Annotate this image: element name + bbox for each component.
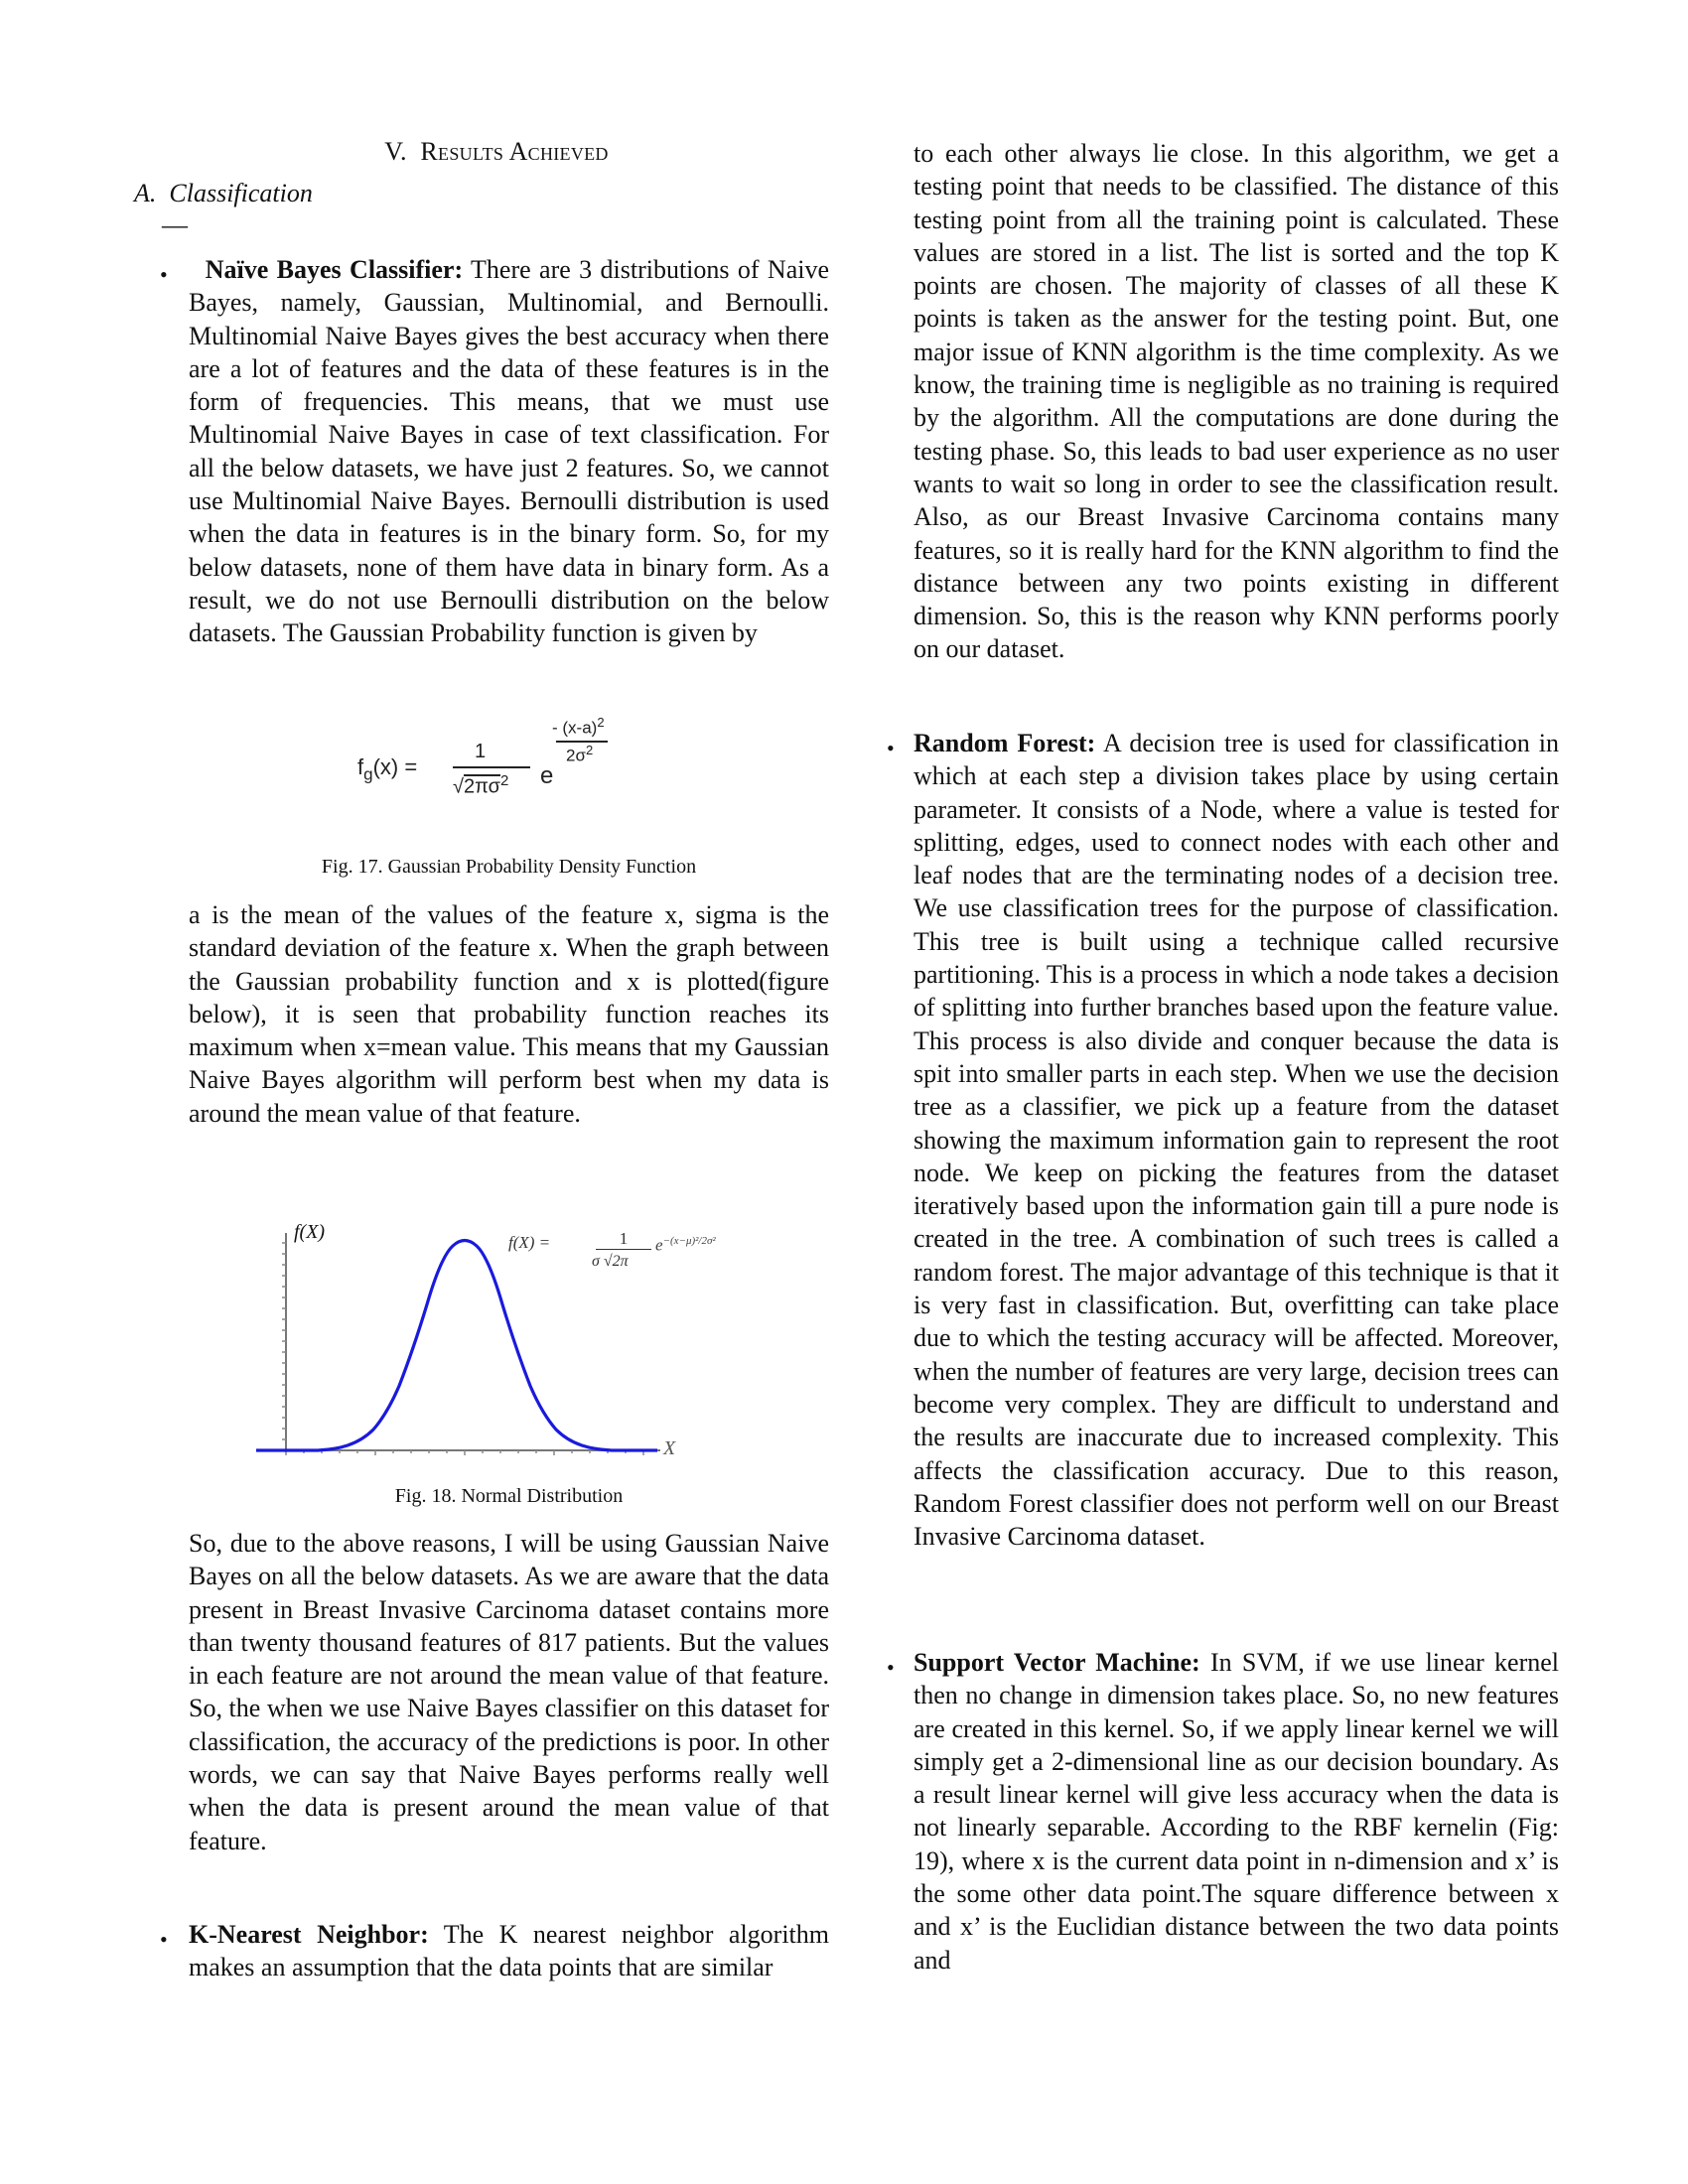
fig18-formula-lhs: f(X) = [508, 1233, 551, 1252]
eq-exp-den-pow: 2 [585, 743, 594, 757]
fig18-formula-numerator: 1 [596, 1229, 651, 1250]
gaussian-pdf-equation [357, 715, 616, 824]
eq-exp-den-text: 2σ [566, 746, 586, 765]
bullet-svm: • [887, 1655, 895, 1680]
eq-exp-denominator [566, 743, 593, 766]
fig18-normal-distribution-chart [248, 1201, 745, 1469]
normal-curve [256, 1241, 657, 1451]
dash-separator: — [162, 210, 188, 239]
fig18-caption: Fig. 18. Normal Distribution [394, 1485, 624, 1507]
knn-heading: K-Nearest Neighbor: [189, 1920, 429, 1949]
naive-bayes-paragraph [189, 253, 829, 650]
svm-text: In SVM, if we use linear kernel then no change in dimension takes place. So, no new features are created in this kernel. So, if we apply linear kernel we will simply get a 2-dimensional line as our decision boundary. As a result linear kernel will give less accuracy when the data is not linearly separable. According to the RBF kernelin (Fig: 19), where x is the current data point in n-dimension and x’ is the some other data point.The square difference between x and x’ is the Euclidian distance between the two data points and [914, 1648, 1559, 1975]
naive-bayes-after-fig17: a is the mean of the values of the feature x, sigma is the standard deviation of the feature x. When the graph between the Gaussian probability function and x is plotted(figure below), it is seen that probability function reaches its maximum when x=mean value. This means that my Gaussian Naive Bayes algorithm will perform best when my data is around the mean value of that feature. [189, 900, 829, 1128]
eq-exp-numerator [552, 715, 605, 739]
eq-fraction-bar [453, 766, 530, 768]
bullet-naive-bayes: • [160, 262, 168, 287]
eq-lhs-sub: g [363, 764, 373, 784]
fig18-formula-exponent: −(x−μ)²/2σ² [662, 1235, 716, 1247]
eq-denominator-text: 2πσ [463, 775, 500, 798]
fig17-caption: Fig. 17. Gaussian Probability Density Function [321, 856, 697, 878]
eq-denominator-exp: 2 [499, 772, 509, 789]
eq-exp-num-pow: 2 [597, 715, 605, 730]
eq-numerator: 1 [475, 741, 487, 762]
eq-denominator: $√2\pi\sigma^2$ [453, 772, 509, 798]
random-forest-heading: Random Forest: [914, 729, 1096, 757]
eq-base-e: e [540, 762, 554, 789]
fig18-x-label: X [663, 1437, 676, 1459]
subsection-title: Classification [169, 179, 313, 207]
subsection-heading [134, 179, 313, 208]
fig18-formula-base: e [655, 1235, 663, 1255]
bullet-knn: • [160, 1927, 168, 1952]
eq-lhs: f [357, 754, 364, 779]
subsection-label: A. [134, 179, 157, 207]
section-heading [0, 137, 993, 167]
fig18-y-label: f(X) [294, 1221, 326, 1243]
eq-exp-num-text: - (x-a) [552, 718, 598, 738]
bullet-random-forest: • [887, 736, 895, 760]
eq-lhs-arg: (x) = [372, 754, 418, 779]
section-number: V. [384, 137, 407, 166]
naive-bayes-heading: Naïve Bayes Classifier: [205, 255, 464, 284]
svm-paragraph [914, 1646, 1559, 1977]
knn-text-left: The K nearest neighbor algorithm makes an assumption that the data points that are similar [189, 1920, 829, 1982]
naive-bayes-text: There are 3 distributions of Naive Bayes, namely, Gaussian, Multinomial, and Bernoulli. Multinomial Naive Bayes gives the best accuracy when there are a lot of features and the data of these features is in the form of frequencies. This means, that we must use Multinomial Naive Bayes in case of text classification. For all the below datasets, we have just 2 features. So, we cannot use Multinomial Naive Bayes. Bernoulli distribution is used when the data in features is in the binary form. So, for my below datasets, none of them have data in binary form. As a result, we do not use Bernoulli distribution on the below datasets. The Gaussian Probability function is given by [189, 255, 830, 648]
random-forest-paragraph [914, 727, 1559, 1553]
naive-bayes-after-fig18: So, due to the above reasons, I will be using Gaussian Naive Bayes on all the below datasets. As we are aware that the data present in Breast Invasive Carcinoma dataset contains more than twenty thousand features of 817 patients. But the values in each feature are not around the mean value of that feature. So, the when we use Naive Bayes classifier on this dataset for classification, the accuracy of the predictions is poor. In other words, we can say that Naive Bayes performs really well when the data is present around the mean value of that feature. [189, 1529, 829, 1855]
svm-heading: Support Vector Machine: [914, 1648, 1200, 1677]
knn-paragraph-right: to each other always lie close. In this algorithm, we get a testing point that needs to be classified. The distance of this testing point from all the training point is calculated. These values are stored in a list. The list is sorted and the top K points are chosen. The majority of classes of all these K points is taken as the answer for the testing point. But, one major issue of KNN algorithm is the time complexity. As we know, the training time is negligible as no training is required by the algorithm. All the computations are done during the testing phase. So, this leads to bad user experience as no user wants to wait so long in order to see the classification result. Also, as our Breast Invasive Carcinoma contains many features, so it is really hard for the KNN algorithm to find the distance between any two points existing in different dimension. So, this is the reason why KNN performs poorly on our dataset. [914, 139, 1559, 664]
fig18-formula-denominator: σ √2π [592, 1253, 629, 1270]
random-forest-text: A decision tree is used for classification in which at each step a division takes place by using certain parameter. It consists of a Node, where a value is tested for splitting, edges, used to connect nodes with each other and leaf nodes that are the terminating nodes of a decision tree. We use classification trees for the purpose of classification. This tree is built using a technique called recursive partitioning. This is a process in which a node takes a decision of splitting into further branches based upon the feature value. This process is also divide and conquer because the data is spit into smaller parts in each step. When we use the decision tree as a classifier, we pick up a feature from the dataset showing the maximum information gain to represent the root node. We keep on picking the features from the dataset iteratively based upon the information gain till a pure node is created in the tree. A combination of such trees is called a random forest. The major advantage of this technique is that it is very fast in classification. But, overfitting can take place due to which the testing accuracy will be affected. Moreover, when the number of features are very large, decision trees can become very complex. They are difficult to understand and the results are inaccurate due to increased complexity. This affects the classification accuracy. Due to this reason, Random Forest classifier does not perform well on our Breast Invasive Carcinoma dataset. [914, 729, 1559, 1552]
fig18-formula-e [655, 1235, 716, 1256]
section-title: Results Achieved [420, 137, 609, 166]
knn-paragraph-left [189, 1918, 829, 1984]
